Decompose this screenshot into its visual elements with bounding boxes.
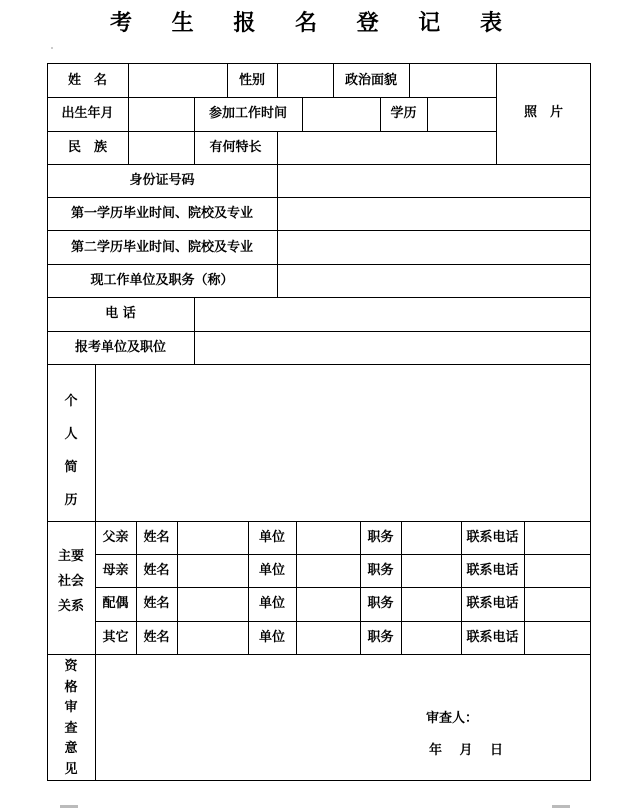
name-field-label: 姓名 [143,530,170,545]
col-rule [177,521,178,654]
row-rule [47,364,591,365]
gender-label: 性别 [238,73,265,88]
resume-label [61,385,81,517]
duty-field-label: 职务 [367,596,394,611]
col-rule [427,97,428,131]
photo-label: 照 片 [523,105,563,120]
contact-field-label: 联系电话 [466,630,519,645]
duty-field-label: 职务 [367,530,394,545]
row-rule [47,654,591,655]
name-label: 姓 名 [67,73,107,88]
political-status-label: 政治面貌 [344,73,397,88]
scan-dot [51,47,53,49]
scan-mark [60,805,78,808]
scan-mark [552,805,570,808]
row-rule [95,554,591,555]
col-rule [277,164,278,297]
col-rule [401,521,402,654]
relations-label [47,544,95,619]
review-label-char: 查 [64,720,78,736]
row-rule [47,521,591,522]
row-rule [47,331,591,332]
row-rule [47,131,496,132]
review-label-char: 审 [64,700,78,715]
unit-field-label: 单位 [258,630,285,645]
contact-field-label: 联系电话 [466,563,519,578]
row-rule [47,97,496,98]
reviewer-label: 审查人： [426,711,479,726]
member-father: 父亲 [102,530,129,545]
unit-field-label: 单位 [258,563,285,578]
col-rule [194,297,195,364]
resume-label-char: 人 [64,427,78,442]
relations-label-line: 关系 [57,599,84,614]
review-label-char: 见 [64,761,78,777]
work-start-label: 参加工作时间 [208,106,287,121]
row-rule [47,164,591,165]
col-rule [409,63,410,97]
relations-label-line: 社会 [57,574,84,589]
contact-field-label: 联系电话 [466,530,519,545]
row-rule [47,297,591,298]
duty-field-label: 职务 [367,563,394,578]
resume-label-char: 个 [64,394,78,409]
col-rule [524,521,525,654]
review-label-char: 资 [64,659,78,674]
member-spouse: 配偶 [102,596,129,611]
apply-position-label: 报考单位及职位 [74,340,166,355]
col-rule [128,63,129,164]
row-rule [95,621,591,622]
birth-date-label: 出生年月 [61,106,114,121]
current-job-label: 现工作单位及职务（称） [90,273,234,288]
col-rule [302,97,303,131]
first-degree-label: 第一学历毕业时间、院校及专业 [70,206,253,221]
education-label: 学历 [390,106,417,121]
second-degree-label: 第二学历毕业时间、院校及专业 [70,240,253,255]
unit-field-label: 单位 [258,530,285,545]
unit-field-label: 单位 [258,596,285,611]
row-rule [47,197,591,198]
row-rule [95,587,591,588]
form-title: 考 生 报 名 登 记 表 [110,10,518,36]
col-rule [277,63,278,97]
review-label [61,657,81,780]
id-number-label: 身份证号码 [129,173,195,188]
member-other: 其它 [102,630,129,645]
col-rule [296,521,297,654]
review-label-char: 意 [64,741,78,756]
relations-label-line: 主要 [57,549,84,564]
resume-label-char: 历 [64,493,78,508]
row-rule [47,264,591,265]
col-rule [277,131,278,164]
row-rule [47,230,591,231]
name-field-label: 姓名 [143,596,170,611]
member-mother: 母亲 [102,563,129,578]
name-field-label: 姓名 [143,630,170,645]
name-field-label: 姓名 [143,563,170,578]
registration-table [47,63,591,781]
specialty-label: 有何特长 [209,140,262,155]
phone-label: 电 话 [105,306,136,321]
ethnicity-label: 民 族 [67,140,107,155]
review-date-label: 年 月 日 [429,743,504,758]
resume-label-char: 简 [64,460,78,475]
review-label-char: 格 [64,679,78,695]
contact-field-label: 联系电话 [466,596,519,611]
duty-field-label: 职务 [367,630,394,645]
